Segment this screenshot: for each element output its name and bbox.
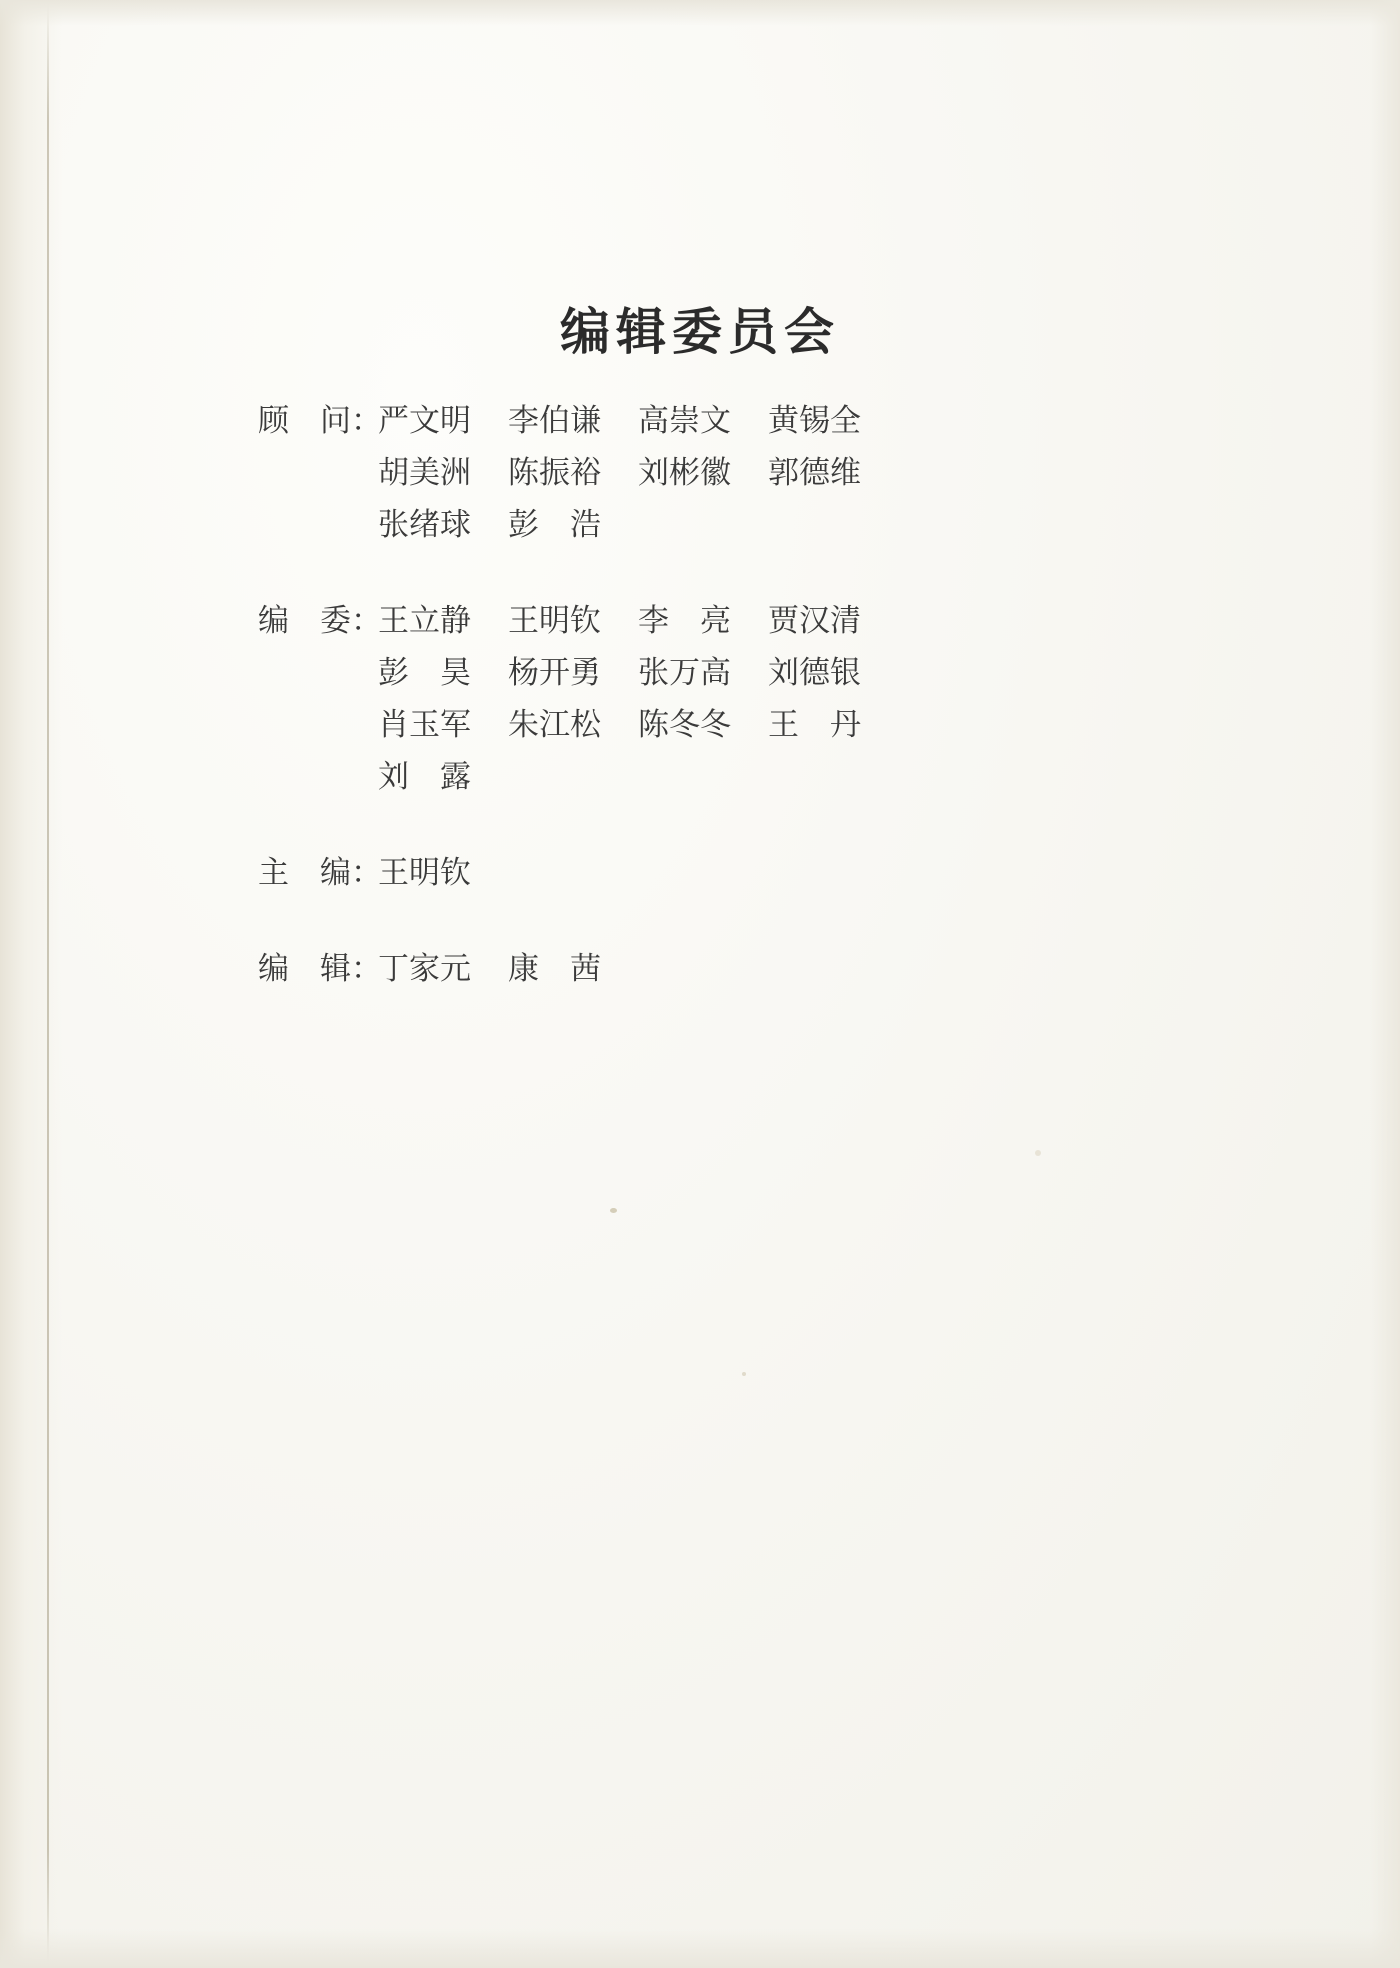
roster-name: 陈冬冬 xyxy=(638,707,731,743)
roster-row xyxy=(258,647,1158,699)
roster-name: 丁家元 xyxy=(378,951,471,987)
roster-name-list xyxy=(378,447,1158,492)
roster-row xyxy=(258,847,1158,899)
roster-name-list xyxy=(378,499,1158,544)
roster-name: 王立静 xyxy=(378,603,471,639)
roster-name: 李伯谦 xyxy=(508,403,601,439)
roster-name: 张万高 xyxy=(638,655,731,691)
roster-name: 彭 浩 xyxy=(508,507,601,543)
roster-group xyxy=(258,943,1158,995)
roster-name: 郭德维 xyxy=(768,455,861,491)
page-title: 编辑委员会 xyxy=(560,302,840,361)
roster-name-list xyxy=(378,699,1158,744)
roster-row xyxy=(258,751,1158,803)
roster-name: 王 丹 xyxy=(768,707,861,743)
scan-speck xyxy=(1035,1150,1041,1156)
roster-name-list xyxy=(378,395,1158,440)
roster-group-label: 主 编： xyxy=(258,855,382,891)
scan-speck xyxy=(610,1208,617,1213)
roster-name: 贾汉清 xyxy=(768,603,861,639)
roster-row xyxy=(258,447,1158,499)
roster-name: 李 亮 xyxy=(638,603,731,639)
roster-name: 彭 昊 xyxy=(378,655,471,691)
roster-row xyxy=(258,943,1158,995)
roster-name: 高崇文 xyxy=(638,403,731,439)
roster-name-list xyxy=(378,751,1158,796)
roster-name: 肖玉军 xyxy=(378,707,471,743)
roster-row xyxy=(258,699,1158,751)
roster-name: 刘彬徽 xyxy=(638,455,731,491)
roster-name: 康 茜 xyxy=(508,951,601,987)
roster-name-list xyxy=(378,647,1158,692)
editorial-board-roster xyxy=(258,395,1158,995)
roster-name: 杨开勇 xyxy=(508,655,601,691)
roster-group-label: 编 委： xyxy=(258,603,382,639)
roster-name: 张绪球 xyxy=(378,507,471,543)
roster-name: 刘 露 xyxy=(378,759,471,795)
roster-name: 刘德银 xyxy=(768,655,861,691)
roster-group-label: 顾 问： xyxy=(258,403,382,439)
roster-row xyxy=(258,395,1158,447)
scan-speck xyxy=(742,1372,746,1376)
roster-group xyxy=(258,395,1158,551)
roster-name: 严文明 xyxy=(378,403,471,439)
roster-group xyxy=(258,595,1158,803)
roster-name-list xyxy=(378,943,1158,988)
roster-name: 王明钦 xyxy=(378,855,471,891)
roster-name: 朱江松 xyxy=(508,707,601,743)
roster-group xyxy=(258,847,1158,899)
roster-row xyxy=(258,595,1158,647)
roster-name: 黄锡全 xyxy=(768,403,861,439)
roster-name: 陈振裕 xyxy=(508,455,601,491)
roster-name: 胡美洲 xyxy=(378,455,471,491)
roster-group-label: 编 辑： xyxy=(258,951,382,987)
roster-name: 王明钦 xyxy=(508,603,601,639)
roster-name-list xyxy=(378,847,1158,892)
roster-name-list xyxy=(378,595,1158,640)
roster-row xyxy=(258,499,1158,551)
